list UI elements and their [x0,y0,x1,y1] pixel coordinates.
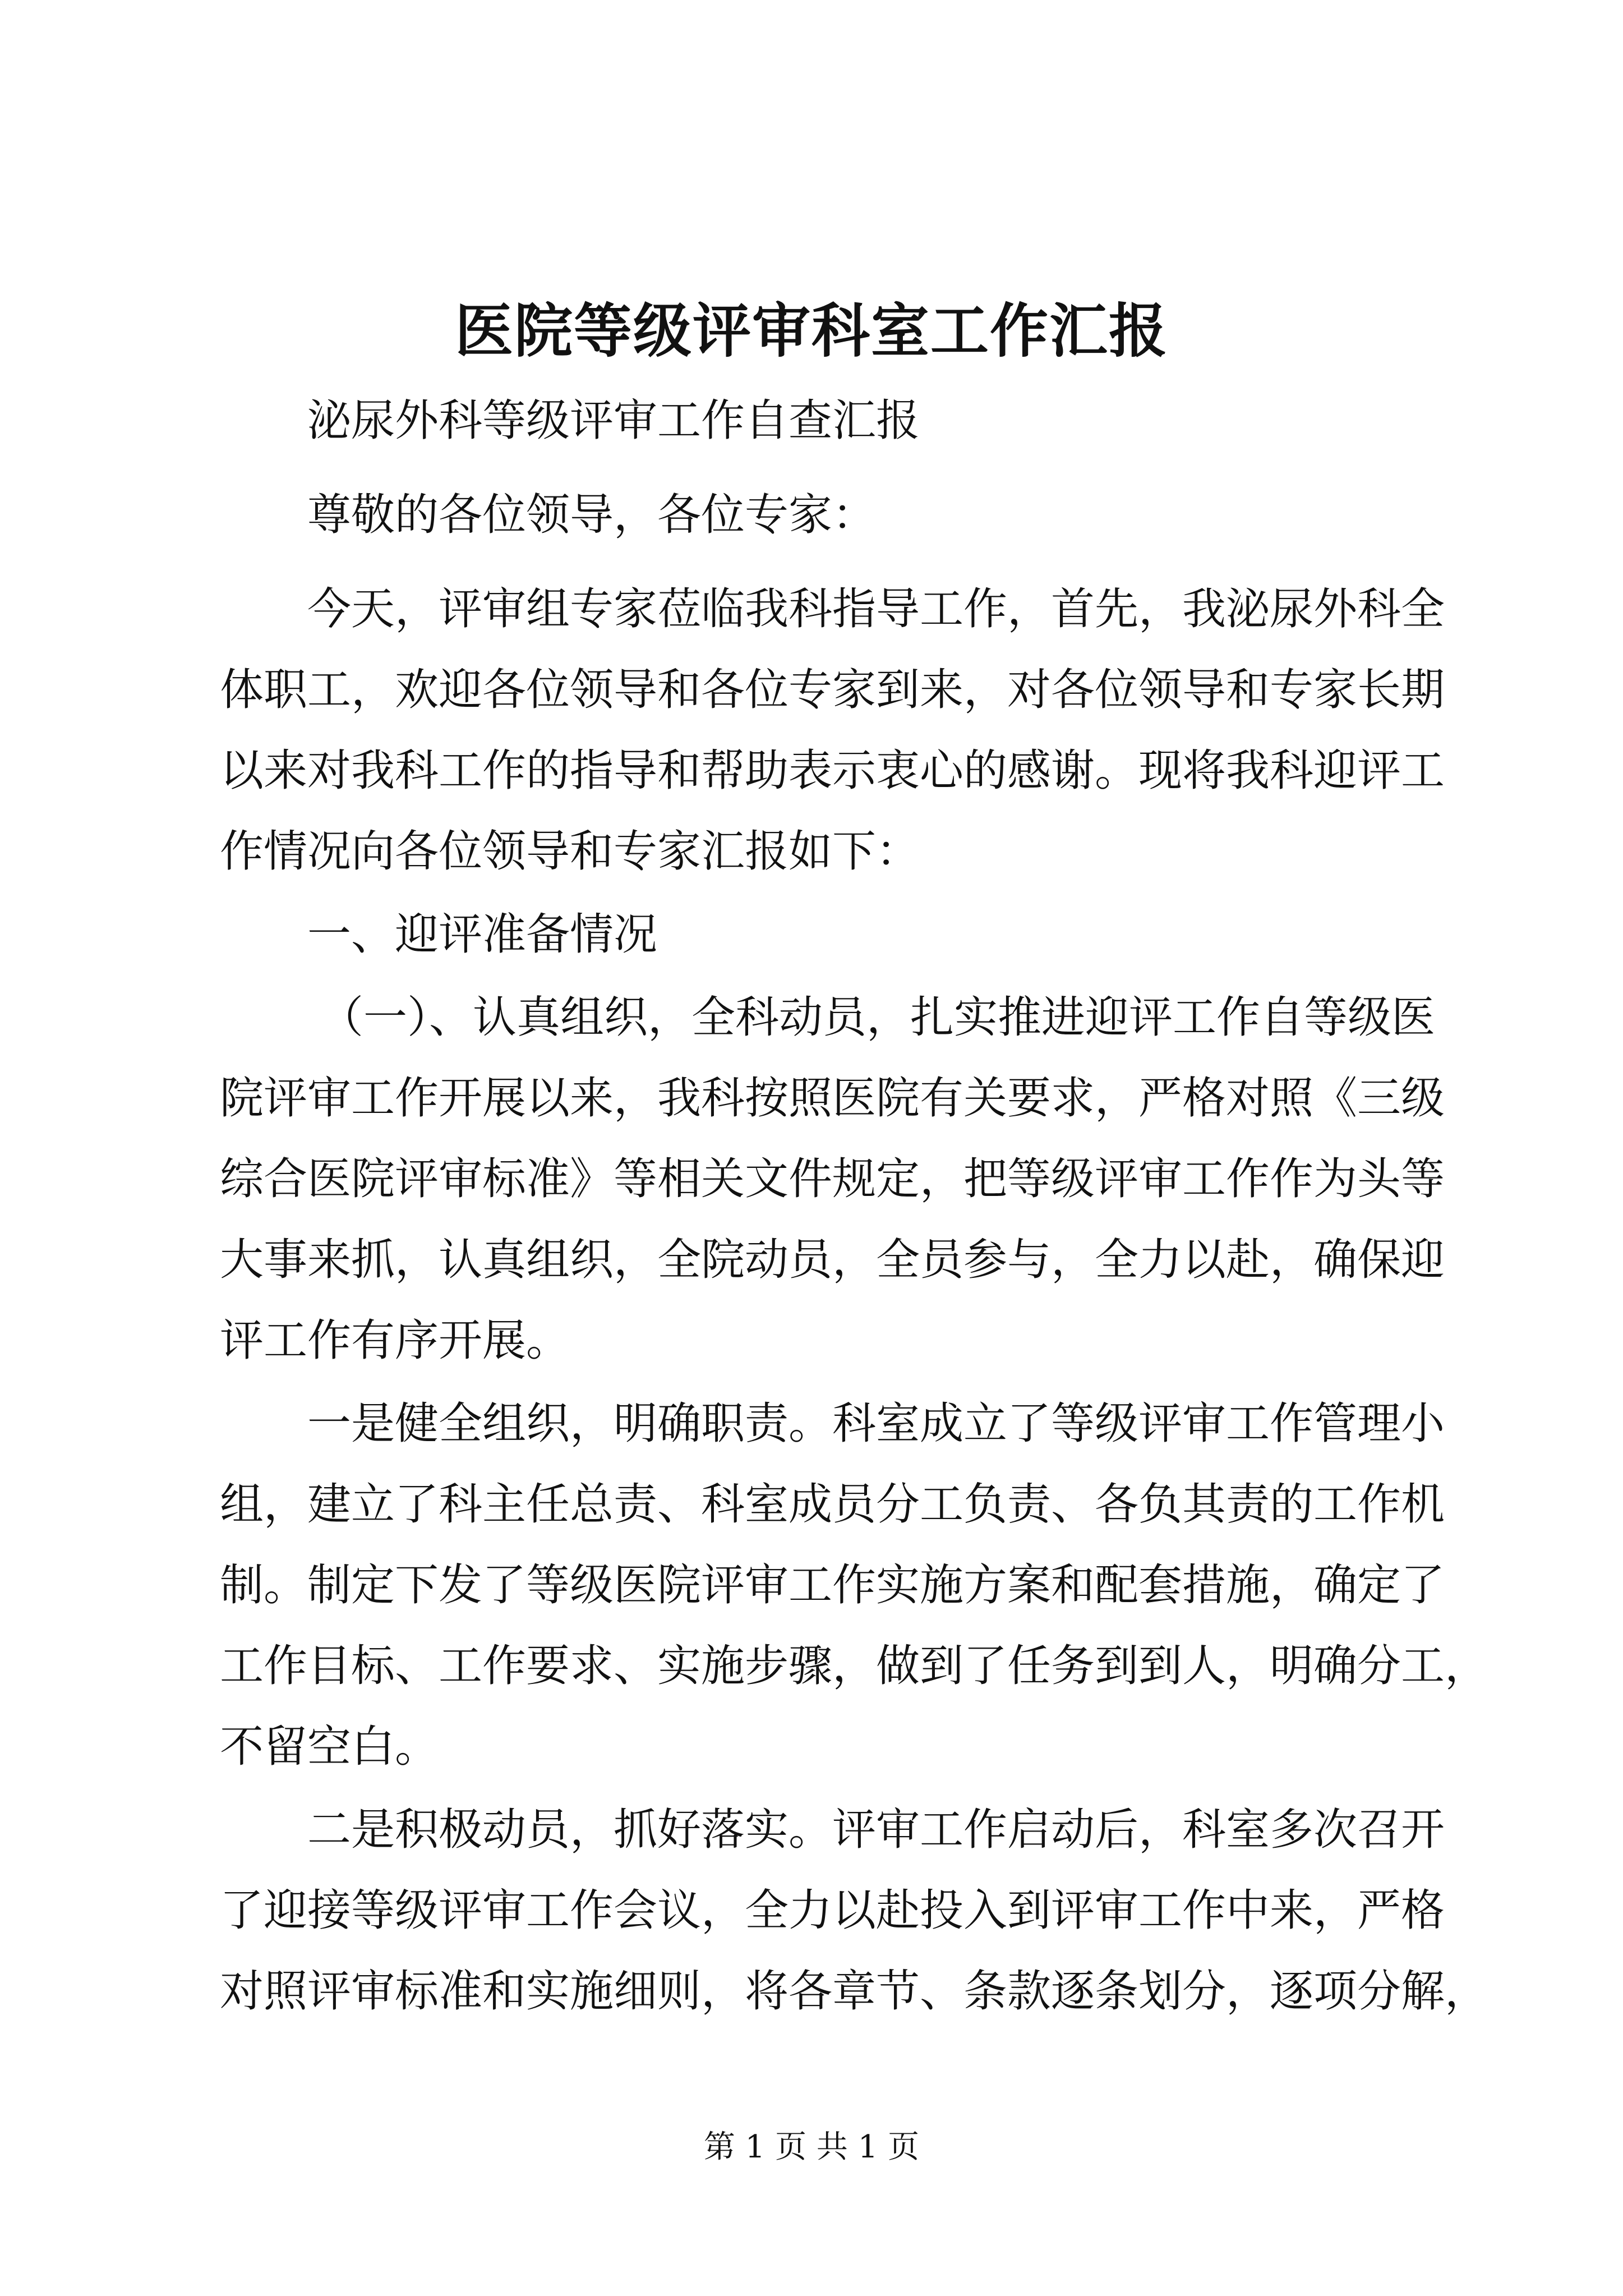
paragraph-line: 一是健全组织，明确职责。科室成立了等级评审工作管理小 [307,1398,1445,1449]
paragraph-line: 院评审工作开展以来，我科按照医院有关要求，严格对照《三级 [220,1073,1445,1124]
paragraph-line: 大事来抓，认真组织，全院动员，全员参与，全力以赴，确保迎 [220,1235,1445,1285]
paragraph-line: 制。制定下发了等级医院评审工作实施方案和配套措施，确定了 [220,1560,1445,1611]
paragraph-line: 不留空白。 [220,1722,439,1772]
page-footer: 第 1 页 共 1 页 [703,2129,920,2165]
paragraph-line: 二是积极动员，抓好落实。评审工作启动后，科室多次召开 [307,1805,1445,1855]
paragraph-line: 今天，评审组专家莅临我科指导工作，首先，我泌尿外科全 [307,584,1445,634]
paragraph-line: 对照评审标准和实施细则，将各章节、条款逐条划分，逐项分解， [220,1966,1489,2017]
paragraph-line: 体职工，欢迎各位领导和各位专家到来，对各位领导和专家长期 [220,665,1445,715]
paragraph-line: 以来对我科工作的指导和帮助表示衷心的感谢。现将我科迎评工 [220,746,1445,796]
paragraph-line: 了迎接等级评审工作会议，全力以赴投入到评审工作中来，严格 [220,1885,1445,1936]
paragraph-line: 作情况向各位领导和专家汇报如下： [220,826,920,877]
paragraph-line: 综合医院评审标准》等相关文件规定，把等级评审工作作为头等 [220,1154,1445,1204]
document-title: 医院等级评审科室工作汇报 [454,296,1168,365]
paragraph-line: 组，建立了科主任总责、科室成员分工负责、各负其责的工作机 [220,1479,1445,1530]
paragraph-line: 工作目标、工作要求、实施步骤，做到了任务到到人，明确分工， [220,1641,1489,1691]
section-heading: 一、迎评准备情况 [307,909,658,960]
paragraph-subtitle: 泌尿外科等级评审工作自查汇报 [307,395,920,446]
paragraph-salutation: 尊敬的各位领导，各位专家： [307,490,877,540]
paragraph-line: 评工作有序开展。 [220,1315,570,1366]
paragraph-line: （一）、认真组织，全科动员，扎实推进迎评工作自等级医 [320,992,1436,1043]
